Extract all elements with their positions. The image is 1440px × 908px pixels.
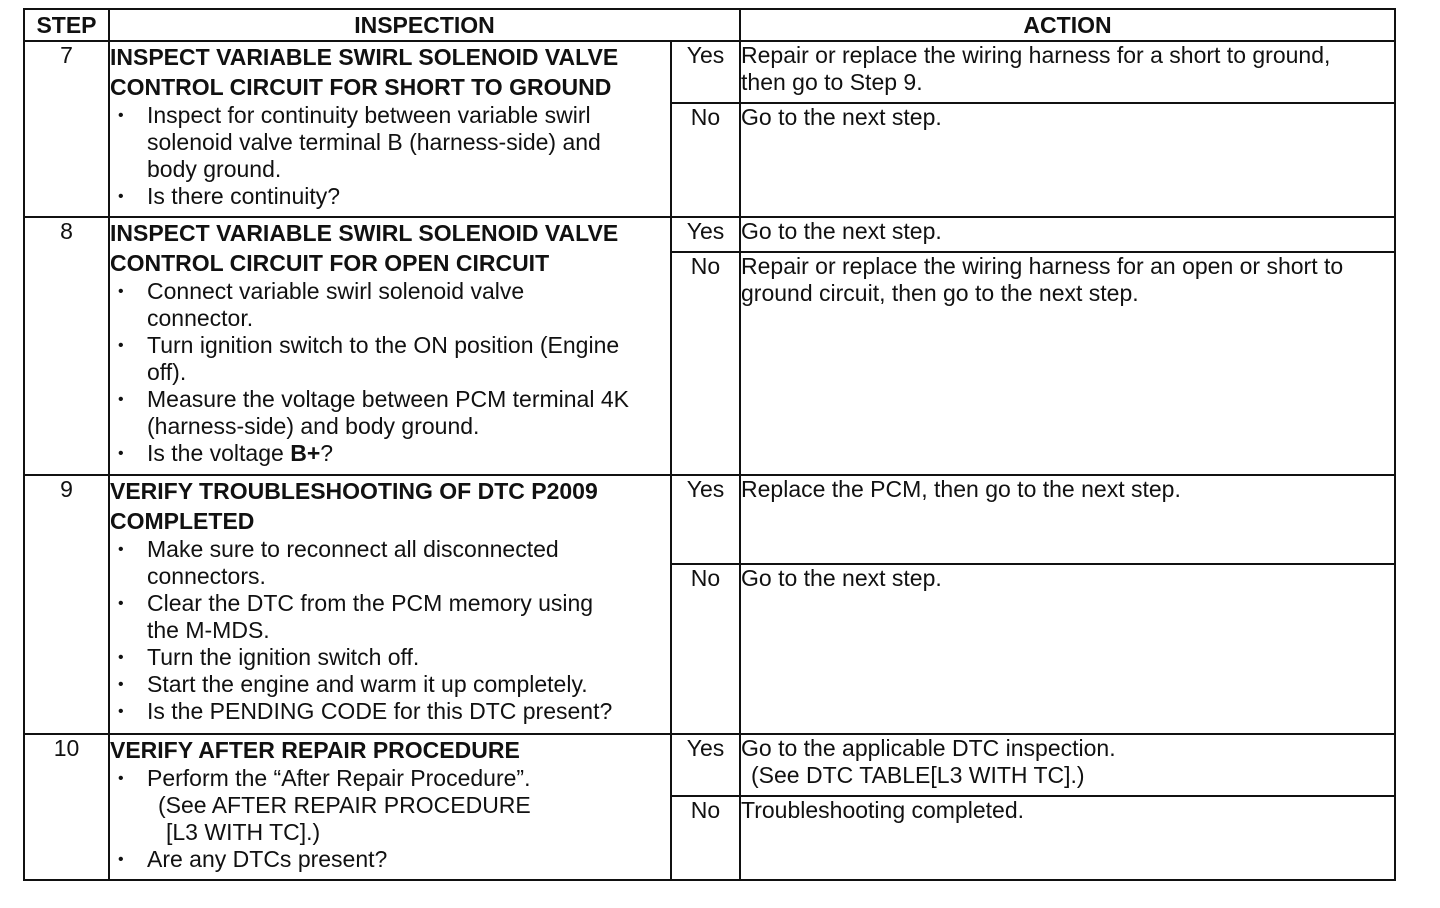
bullet-icon: • <box>118 703 124 720</box>
troubleshooting-table <box>23 8 1396 881</box>
inspection-title-line: CONTROL CIRCUIT FOR OPEN CIRCUIT <box>110 250 550 276</box>
inspection-title <box>110 218 670 278</box>
inspection-title <box>110 476 670 536</box>
reference-link[interactable]: [L3 WITH TC].) <box>166 819 321 845</box>
inspection-title-line: INSPECT VARIABLE SWIRL SOLENOID VALVE <box>110 44 619 70</box>
action-text: Go to the next step. <box>741 104 942 130</box>
inspection-bullets <box>110 846 670 873</box>
bullet-icon: • <box>118 337 124 354</box>
inspection-cell <box>109 475 671 734</box>
bullet-item <box>110 102 670 183</box>
bullet-text: Measure the voltage between PCM terminal 4K <box>147 386 629 412</box>
step-column-header: STEP <box>24 9 109 41</box>
no-label: No <box>671 564 740 734</box>
yes-label: Yes <box>671 734 740 796</box>
step-7-yes-row <box>24 41 1395 103</box>
bullet-text: Connect variable swirl solenoid valve <box>147 278 525 304</box>
bullet-icon: • <box>118 676 124 693</box>
no-label: No <box>671 796 740 880</box>
action-text: Troubleshooting completed. <box>741 797 1025 823</box>
yes-action <box>740 217 1395 252</box>
inspection-title-line: COMPLETED <box>110 508 255 534</box>
yes-action <box>740 475 1395 564</box>
inspection-bullets <box>110 278 670 467</box>
bullet-item <box>110 440 670 467</box>
yes-action <box>740 41 1395 103</box>
bullet-text: the M-MDS. <box>147 617 270 643</box>
bullet-item <box>110 846 670 873</box>
step-number: 10 <box>24 734 109 880</box>
bullet-text: Turn ignition switch to the ON position (Engine <box>147 332 620 358</box>
bullet-icon: • <box>118 445 124 462</box>
inspection-title <box>110 735 670 765</box>
bullet-item <box>110 644 670 671</box>
bullet-text: Are any DTCs present? <box>147 846 388 872</box>
step-number: 8 <box>24 217 109 475</box>
step-8-yes-row <box>24 217 1395 252</box>
action-text: Go to the next step. <box>741 218 942 244</box>
bullet-icon: • <box>118 391 124 408</box>
action-text: Repair or replace the wiring harness for a short to ground, <box>741 42 1331 68</box>
bullet-item <box>110 386 670 440</box>
troubleshooting-page <box>23 8 1394 881</box>
inspection-bullets <box>110 102 670 210</box>
action-text: Go to the applicable DTC inspection. <box>741 735 1116 761</box>
bullet-icon: • <box>118 595 124 612</box>
bullet-text <box>147 440 670 467</box>
inspection-cell <box>109 41 671 217</box>
bullet-icon: • <box>118 851 124 868</box>
bullet-icon: • <box>118 770 124 787</box>
bullet-item <box>110 183 670 210</box>
bullet-text: connectors. <box>147 563 266 589</box>
bullet-icon: • <box>118 649 124 666</box>
action-text: Replace the PCM, then go to the next step. <box>741 476 1181 502</box>
table-header-row <box>24 9 1395 41</box>
bullet-text: (harness-side) and body ground. <box>147 413 480 439</box>
inspection-cell <box>109 734 671 880</box>
yes-action <box>740 734 1395 796</box>
inspection-title-line: VERIFY TROUBLESHOOTING OF DTC P2009 <box>110 478 598 504</box>
step-number: 9 <box>24 475 109 734</box>
bullet-text: Start the engine and warm it up completely. <box>147 671 588 697</box>
inspection-bullets <box>110 536 670 725</box>
bullet-text: Perform the “After Repair Procedure”. <box>147 765 531 791</box>
action-text: then go to Step 9. <box>741 69 923 95</box>
bullet-text-bold: B+ <box>290 440 321 466</box>
bullet-text-prefix: Is the voltage <box>147 440 291 466</box>
bullet-icon: • <box>118 107 124 124</box>
bullet-text: body ground. <box>147 156 282 182</box>
no-label: No <box>671 252 740 475</box>
action-column-header: ACTION <box>740 9 1395 41</box>
bullet-text: connector. <box>147 305 254 331</box>
inspection-title-line: INSPECT VARIABLE SWIRL SOLENOID VALVE <box>110 220 619 246</box>
no-action <box>740 564 1395 734</box>
action-text: Repair or replace the wiring harness for an open or short to <box>741 253 1344 279</box>
inspection-column-header: INSPECTION <box>109 9 740 41</box>
bullet-text: Is there continuity? <box>147 183 341 209</box>
bullet-item <box>110 765 670 792</box>
bullet-text-suffix: ? <box>320 440 334 466</box>
action-text: ground circuit, then go to the next step. <box>741 280 1139 306</box>
no-label: No <box>671 103 740 217</box>
inspection-title <box>110 42 670 102</box>
bullet-text: Make sure to reconnect all disconnected <box>147 536 559 562</box>
no-action <box>740 252 1395 475</box>
inspection-cell <box>109 217 671 475</box>
bullet-icon: • <box>118 188 124 205</box>
bullet-text: solenoid valve terminal B (harness-side) and <box>147 129 601 155</box>
reference-link[interactable]: (See AFTER REPAIR PROCEDURE <box>158 792 531 818</box>
bullet-item <box>110 671 670 698</box>
dtc-table-link[interactable]: (See DTC TABLE[L3 WITH TC].) <box>751 762 1085 788</box>
bullet-text: Turn the ignition switch off. <box>147 644 420 670</box>
no-action <box>740 103 1395 217</box>
bullet-icon: • <box>118 541 124 558</box>
step-number: 7 <box>24 41 109 217</box>
bullet-item <box>110 332 670 386</box>
bullet-item <box>110 698 670 725</box>
step-9-yes-row <box>24 475 1395 564</box>
bullet-text: Inspect for continuity between variable swirl <box>147 102 591 128</box>
bullet-text: off). <box>147 359 187 385</box>
bullet-text: Clear the DTC from the PCM memory using <box>147 590 594 616</box>
bullet-icon: • <box>118 283 124 300</box>
no-action <box>740 796 1395 880</box>
bullet-item <box>110 278 670 332</box>
step-10-yes-row <box>24 734 1395 796</box>
inspection-title-line: VERIFY AFTER REPAIR PROCEDURE <box>110 737 520 763</box>
bullet-item <box>110 536 670 590</box>
action-text: Go to the next step. <box>741 565 942 591</box>
yes-label: Yes <box>671 217 740 252</box>
yes-label: Yes <box>671 475 740 564</box>
inspection-title-line: CONTROL CIRCUIT FOR SHORT TO GROUND <box>110 74 612 100</box>
bullet-item <box>110 590 670 644</box>
bullet-text: Is the PENDING CODE for this DTC present? <box>147 698 613 724</box>
yes-label: Yes <box>671 41 740 103</box>
inspection-bullets <box>110 765 670 792</box>
